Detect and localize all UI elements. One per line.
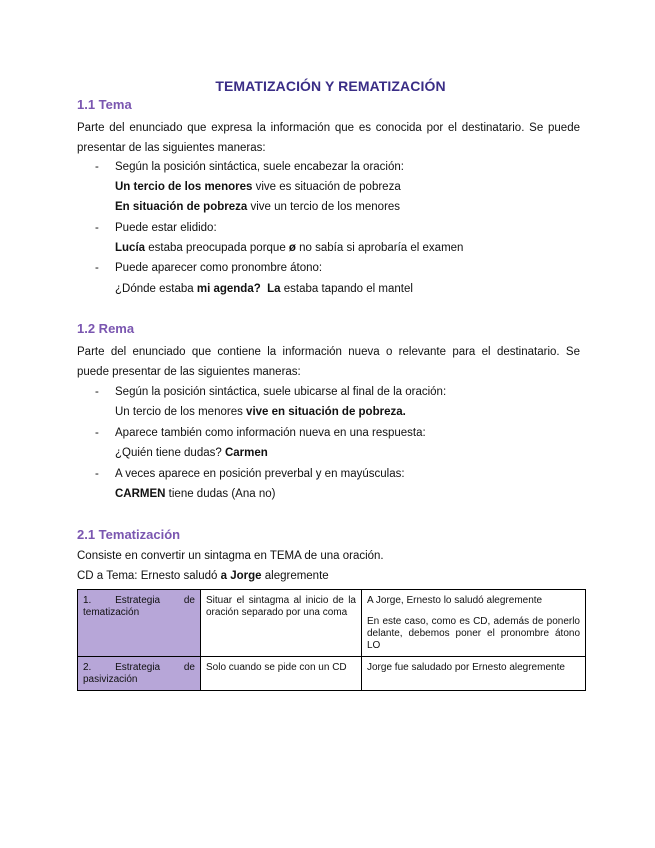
tema-example-1b: En situación de pobreza vive un tercio de los menores <box>115 201 401 213</box>
tema-list-item: Puede estar elidido: <box>115 222 217 234</box>
tematizacion-example: CD a Tema: Ernesto saludó a Jorge alegremente <box>77 570 329 582</box>
strategy-name-cell: 1. Estrategia de tematización <box>78 590 201 657</box>
tema-example-1a: Un tercio de los menores vive es situación de pobreza <box>115 181 401 193</box>
list-dash: - <box>95 262 99 274</box>
list-dash: - <box>95 222 99 234</box>
table-row <box>78 657 586 691</box>
strategy-description-cell: Solo cuando se pide con un CD <box>201 657 362 691</box>
tema-example-2: Lucía estaba preocupada porque ø no sabía si aprobaría el examen <box>115 242 464 254</box>
rema-list-item: A veces aparece en posición preverbal y en mayúsculas: <box>115 468 405 480</box>
section-heading-tematizacion: 2.1 Tematización <box>77 527 181 542</box>
page-title: TEMATIZACIÓN Y REMATIZACIÓN <box>215 78 446 94</box>
section-heading-rema: 1.2 Rema <box>77 321 135 336</box>
rema-example-3: CARMEN tiene dudas (Ana no) <box>115 488 276 500</box>
tema-paragraph-line-2: presentar de las siguientes maneras: <box>77 142 266 154</box>
section-heading-tema: 1.1 Tema <box>77 97 132 112</box>
strategy-example-cell <box>362 590 586 657</box>
example-sentence: A Jorge, Ernesto lo saludó alegremente <box>367 595 543 606</box>
strategy-example-cell <box>362 657 586 691</box>
rema-paragraph-line-1: Parte del enunciado que contiene la información nueva o relevante para el destinatario. Se <box>77 346 580 358</box>
list-dash: - <box>95 427 99 439</box>
rema-list-item: Según la posición sintáctica, suele ubicarse al final de la oración: <box>115 386 447 398</box>
strategy-name-cell: 2. Estrategia de pasivización <box>78 657 201 691</box>
strategy-description-cell: Situar el sintagma al inicio de la oración separado por una coma <box>201 590 362 657</box>
example-sentence: Jorge fue saludado por Ernesto alegremente <box>367 662 565 673</box>
tema-paragraph-line-1: Parte del enunciado que expresa la información que es conocida por el destinatario. Se puede <box>77 122 580 134</box>
table-row <box>78 590 586 657</box>
rema-example-1: Un tercio de los menores vive en situación de pobreza. <box>115 406 406 418</box>
rema-example-2: ¿Quién tiene dudas? Carmen <box>115 447 268 459</box>
tema-list-item: Puede aparecer como pronombre átono: <box>115 262 323 274</box>
tema-list-item: Según la posición sintáctica, suele encabezar la oración: <box>115 161 404 173</box>
rema-list-item: Aparece también como información nueva en una respuesta: <box>115 427 426 439</box>
list-dash: - <box>95 468 99 480</box>
strategy-table <box>77 589 586 691</box>
example-note: En este caso, como es CD, además de ponerlo delante, debemos poner el pronombre átono LO <box>367 616 580 651</box>
list-dash: - <box>95 386 99 398</box>
list-dash: - <box>95 161 99 173</box>
tema-example-3: ¿Dónde estaba mi agenda? La estaba tapando el mantel <box>115 283 413 295</box>
rema-paragraph-line-2: puede presentar de las siguientes maneras: <box>77 366 301 378</box>
tematizacion-definition: Consiste en convertir un sintagma en TEMA de una oración. <box>77 550 384 562</box>
